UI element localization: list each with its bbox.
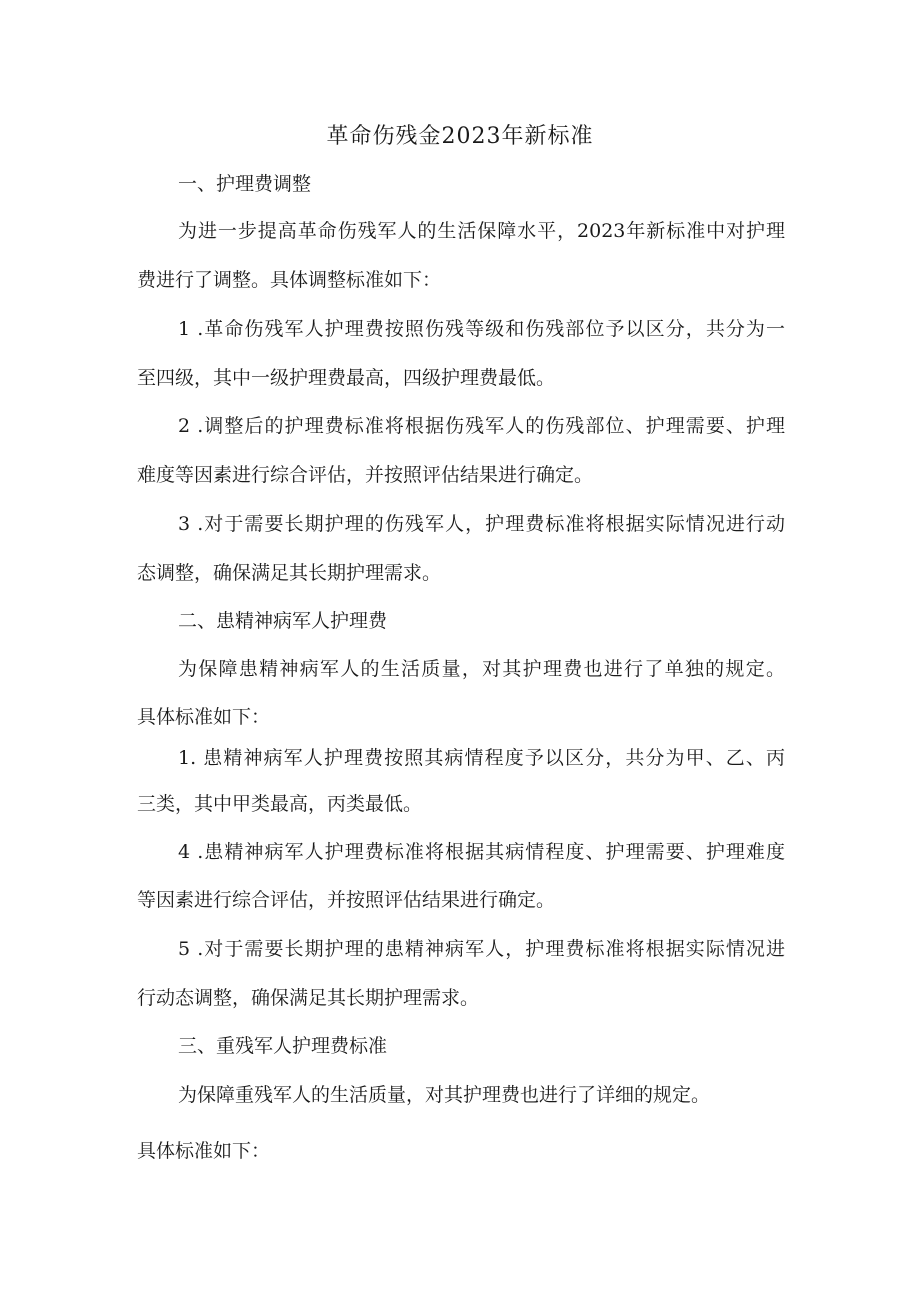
list-item-line: 难度等因素进行综合评估，并按照评估结果进行确定。 [137,464,594,486]
paragraph-line: 为保障重残军人的生活质量，对其护理费也进行了详细的规定。 [178,1084,711,1106]
list-item-line: 2 .调整后的护理费标准将根据伤残军人的伤残部位、护理需要、护理 [178,415,785,437]
list-item-line: 行动态调整，确保满足其长期护理需求。 [137,987,480,1009]
section-heading-mental-illness: 二、患精神病军人护理费 [178,610,388,632]
paragraph-line: 费进行了调整。具体调整标准如下： [137,269,442,291]
list-item-line: 三类，其中甲类最高，丙类最低。 [137,793,423,815]
list-item-line: 1. 患精神病军人护理费按照其病情程度予以区分，共分为甲、乙、丙 [178,747,785,769]
paragraph-line: 为保障患精神病军人的生活质量，对其护理费也进行了单独的规定。 [178,658,785,680]
paragraph-line: 具体标准如下： [137,706,271,728]
list-item-line: 至四级，其中一级护理费最高，四级护理费最低。 [137,367,556,389]
section-heading-nursing-fee: 一、护理费调整 [178,173,312,195]
section-heading-severe-disability: 三、重残军人护理费标准 [178,1035,388,1057]
document-title: 革命伤残金2023年新标准 [326,124,594,149]
list-item-line: 态调整，确保满足其长期护理需求。 [137,562,442,584]
list-item-line: 1 .革命伤残军人护理费按照伤残等级和伤残部位予以区分，共分为一 [178,318,785,340]
list-item-line: 5 .对于需要长期护理的患精神病军人，护理费标准将根据实际情况进 [178,938,785,960]
list-item-line: 3 .对于需要长期护理的伤残军人，护理费标准将根据实际情况进行动 [178,513,785,535]
list-item-line: 等因素进行综合评估，并按照评估结果进行确定。 [137,889,556,911]
paragraph-line: 具体标准如下： [137,1140,271,1162]
list-item-line: 4 .患精神病军人护理费标准将根据其病情程度、护理需要、护理难度 [178,841,785,863]
paragraph-line: 为进一步提高革命伤残军人的生活保障水平，2023年新标准中对护理 [178,220,785,242]
